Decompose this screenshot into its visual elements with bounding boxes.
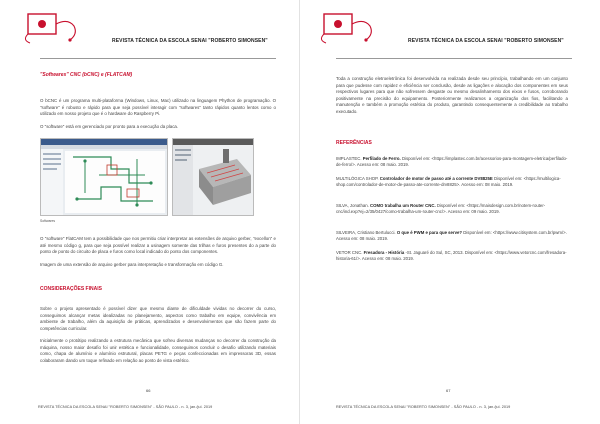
- reference-author: IMPLASTEC.: [336, 156, 362, 161]
- paragraph-flatcam: O "software" FlatCAM tem a possibilidade que nos permitiu criar interpretar as extensões de arquivo gerber, "excellon" e até mesmo código g, para que seja possível realizar a usinagem somente das trilhas e furos presentes do a parte do ponto de ponto do circuito de placa e furos como local indicado do ponto dos componentes.: [40, 236, 276, 255]
- magazine-logo-icon: [318, 10, 378, 46]
- magazine-logo-icon: [22, 10, 82, 46]
- header-title: REVISTA TÉCNICA DA ESCOLA SENAI "ROBERTO SIMONSEN": [408, 38, 564, 44]
- pcb-layout-image: [41, 139, 168, 216]
- bcnc-screenshot: [172, 138, 254, 216]
- reference-item: [336, 250, 568, 263]
- flatcam-screenshot: [40, 138, 168, 216]
- reference-item: [336, 156, 568, 169]
- page-number: 67: [446, 388, 451, 393]
- reference-title: Perfilado de Ferro.: [362, 156, 401, 161]
- reference-author: SILVA, Jonathan.: [336, 203, 369, 208]
- reference-title: Controlador de motor de passo até a corrente DV8825E: [379, 176, 493, 181]
- paragraph-eletroeletronica: Toda a construção eletroeletrônica foi desenvolvida na realizada desde seu princípio, trabalhando em um conjunto para que pudesse com rapidez e eficiência ser conclusão, desde as ligações e alocação dos componentes em seus respectivos lugares para que não sofressem desgaste ou mesmo desalinhamento dos eixos e fusos, corroborando positivamente na precisão do equipamento. Posteriormente realizamos a organização dos fios, facilitando a manutenção e também a promoção estética do produto, garantindo consequentemente a credibilidade ao trabalho executado.: [336, 76, 568, 114]
- header-divider: [336, 58, 572, 59]
- reference-title: COMO trabalha um Router CNC.: [370, 203, 436, 208]
- paragraph-software-status: O "software" está em gerenciado por pronto para a execução da placa.: [40, 124, 179, 129]
- paragraph-consideracoes-2: Inicialmente o protótipo realizando a estrutura mecânica que sofreu diversas mudanças no decorrer da construção da máquina, nosso maior desafio foi unir estética e funcionalidade, conseguimos concluir o desafio utilizando materiais como, chapa de alumínio e alumínio estrutural, placas PETG e peças confeccionadas em impressoras 3D, essas colaboraram dando um toque refinado em relação ao ponto de vista estético.: [40, 338, 276, 363]
- reference-details: Disponível em: <https://www.citisystem.com.br/pwm/>. Acesso em: 08 maio. 2019.: [336, 230, 567, 242]
- reference-author: VETOR CNC.: [336, 250, 363, 255]
- section-title-softwares: "Softwares" CNC (bCNC) e (FLATCAM): [40, 72, 133, 78]
- section-title-referencias: REFERÊNCIAS: [336, 140, 372, 146]
- paragraph-bcnc: O bCNC é um programa multi-plataforma (Windows, Linux, Mac) utilizado na linguagem Phython de programação. O "software" é robusto e rápido para que seja possível interagir com "softwares" tanto rápidos quanto lentos como o utilizado em nosso projeto que é o hardware do Raspberry Pi.: [40, 98, 276, 117]
- reference-title: Fresadora - História: [363, 250, 405, 255]
- paragraph-gerber: Imagem de uma extensão de arquivo gerber para interpretação e transformação em código G.: [40, 262, 224, 267]
- reference-author: MULTILÓGICA SHOP.: [336, 176, 379, 181]
- figure-caption: Softwares: [40, 219, 56, 223]
- section-title-consideracoes: CONSIDERAÇÕES FINAIS: [40, 286, 102, 292]
- reference-details: Disponível em: <https://implastec.com.br/acessorios-para-montagem-eletrica/perfilado-de-ferro/>. Acesso em: 08 maio. 2019.: [336, 156, 568, 168]
- reference-details: Disponível em: <https://multilogica-shop.com/controlador-de-motor-de-passo-ate-corrente-drv8825>. Acesso em: 08 maio. 2019.: [336, 176, 561, 188]
- reference-item: [336, 203, 568, 216]
- page-number: 66: [146, 388, 151, 393]
- reference-title: O que é PWM e para que serve?: [396, 230, 463, 235]
- reference-details: Disponível em: <https://maisdesign.com.br/notem-router-cnc/ind.exp?ej=2/35/0427/como-trabalha-um-router-cnc/>. Acesso em: 09 maio. 2019.: [336, 203, 546, 215]
- header-divider: [40, 58, 276, 59]
- page-footer: REVISTA TÉCNICA DA ESCOLA SENAI "ROBERTO SIMONSEN" - SÃO PAULO - n. 3, jan./jul. 2019: [38, 405, 213, 409]
- paragraph-consideracoes-1: Sobre o projeto apresentado é possível dizer que mesmo diante de dificuldade vividas no decorrer do curso, conseguimos alcançar metas idealizadas no planejamento, aspectos como trabalho em equipe, convivência em ambiente de trabalho, além da aquisição de práticas, aprendizados e desenvolvimentos que são fazem parte do competências curricular.: [40, 306, 276, 331]
- reference-item: [336, 176, 568, 189]
- cnc-3d-image: [173, 139, 254, 216]
- reference-item: [336, 230, 568, 243]
- page-footer: REVISTA TÉCNICA DA ESCOLA SENAI "ROBERTO SIMONSEN" - SÃO PAULO - n. 3, jan./jul. 2019: [336, 405, 511, 409]
- header-title: REVISTA TÉCNICA DA ESCOLA SENAI "ROBERTO SIMONSEN": [112, 38, 268, 44]
- reference-details: -St. Jaguaré do Sul, SC, 2013. Disponível em: <https://www.vetorcnc.com/fresadora-historia-61/>. Acesso em: 08 maio. 2019.: [336, 250, 567, 262]
- reference-author: SILVEIRA, Cristiano Bertulucci.: [336, 230, 396, 235]
